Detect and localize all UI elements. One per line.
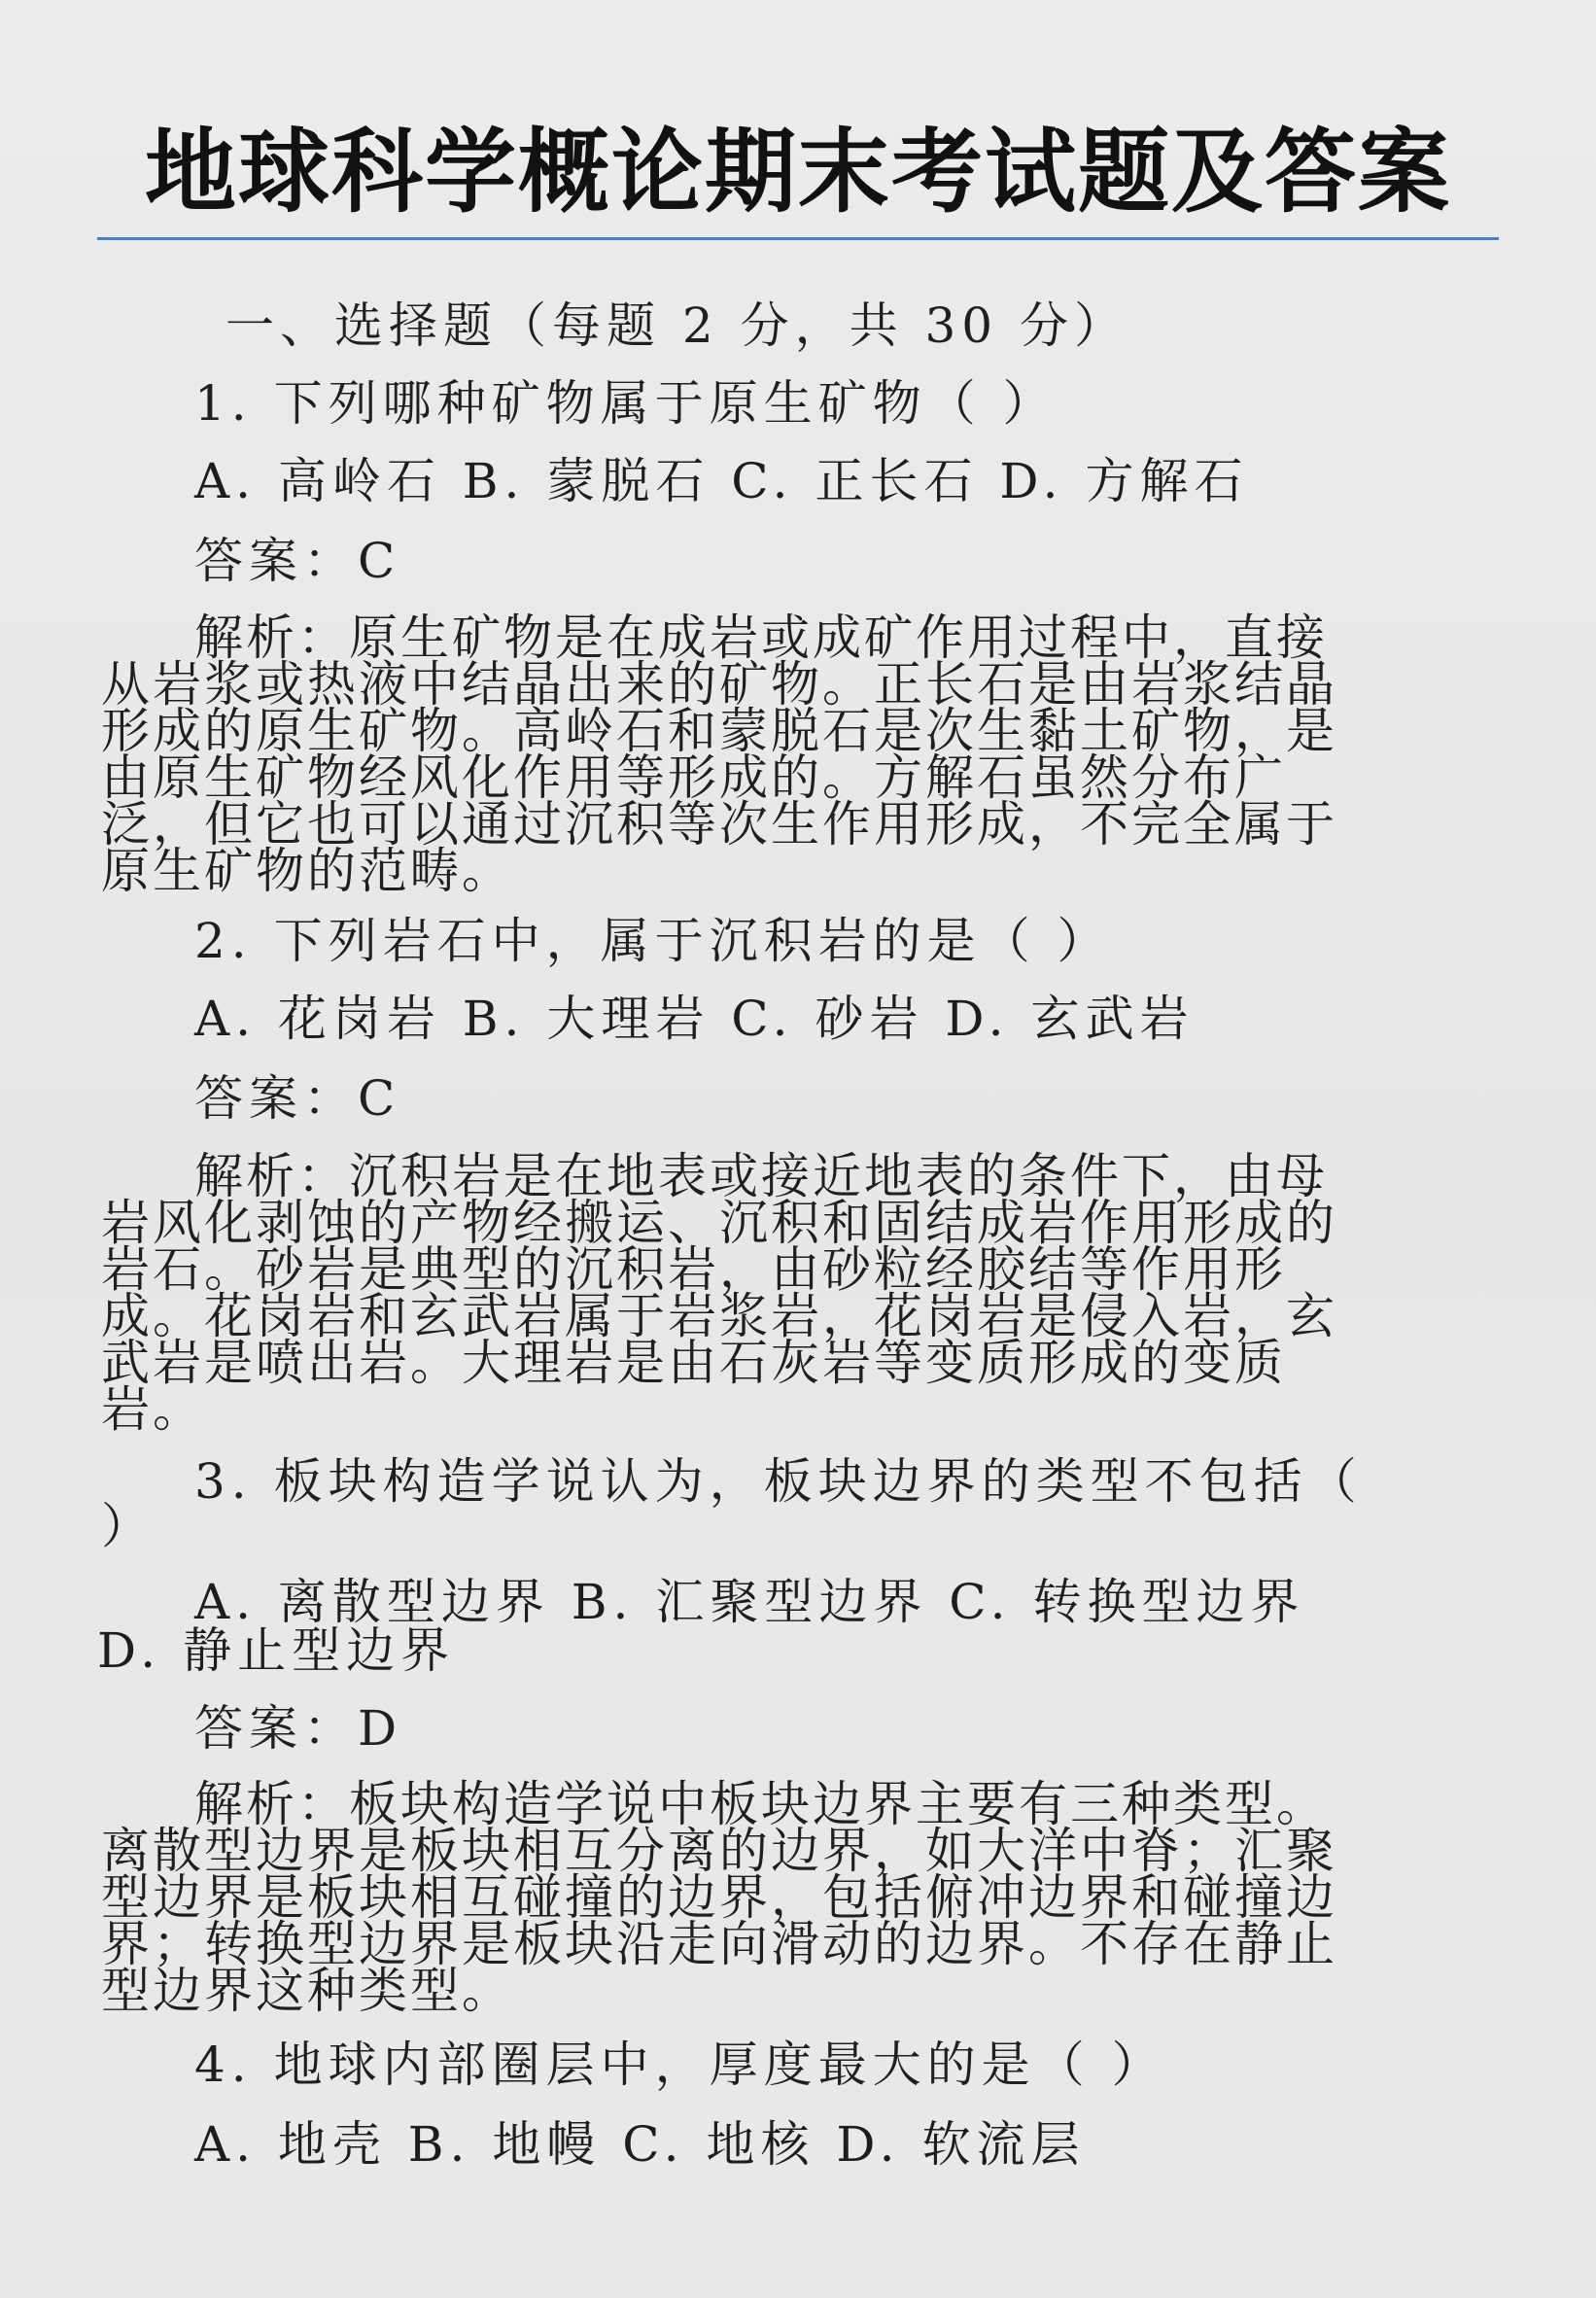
question-2-answer: 答案：C <box>194 1070 401 1127</box>
question-1-analysis-line: 原生矿物的范畴。 <box>101 843 513 899</box>
question-3-analysis-line: 离散型边界是板块相互分离的边界，如大洋中脊；汇聚 <box>101 1823 1337 1879</box>
question-2-options: A. 花岗岩 B. 大理岩 C. 砂岩 D. 玄武岩 <box>194 991 1195 1047</box>
question-1-analysis-line: 形成的原生矿物。高岭石和蒙脱石是次生黏土矿物，是 <box>101 703 1337 759</box>
question-2-analysis-line: 岩石。砂岩是典型的沉积岩，由砂粒经胶结等作用形 <box>101 1241 1286 1298</box>
section-heading: 一、选择题（每题 2 分，共 30 分） <box>226 297 1129 354</box>
question-3-answer: 答案：D <box>194 1700 403 1757</box>
question-3-options: A. 离散型边界 B. 汇聚型边界 C. 转换型边界 <box>194 1574 1305 1630</box>
page-title: 地球科学概论期末考试题及答案 <box>144 120 1451 226</box>
question-3-analysis-line: 型边界这种类型。 <box>101 1963 513 2019</box>
question-3-stem-continued: ） <box>101 1498 156 1554</box>
question-3-analysis-line: 型边界是板块相互碰撞的边界，包括俯冲边界和碰撞边 <box>101 1869 1337 1926</box>
question-3-stem: 3. 板块构造学说认为，板块边界的类型不包括（ <box>194 1453 1363 1510</box>
question-2-analysis-line: 岩。 <box>101 1381 204 1438</box>
question-1-analysis-line: 解析：原生矿物是在成岩或成矿作用过程中，直接 <box>194 609 1328 666</box>
question-1-stem: 1. 下列哪种矿物属于原生矿物（ ） <box>194 375 1058 432</box>
question-2-analysis-line: 成。花岗岩和玄武岩属于岩浆岩，花岗岩是侵入岩，玄 <box>101 1288 1337 1344</box>
question-2-stem: 2. 下列岩石中，属于沉积岩的是（ ） <box>194 913 1112 969</box>
question-1-answer: 答案：C <box>194 533 401 589</box>
question-1-analysis-line: 从岩浆或热液中结晶出来的矿物。正长石是由岩浆结晶 <box>101 656 1337 713</box>
question-3-analysis-line: 解析：板块构造学说中板块边界主要有三种类型。 <box>194 1776 1328 1832</box>
question-1-analysis-line: 由原生矿物经风化作用等形成的。方解石虽然分布广 <box>101 749 1286 806</box>
question-1-options: A. 高岭石 B. 蒙脱石 C. 正长石 D. 方解石 <box>194 453 1249 509</box>
question-4-stem: 4. 地球内部圈层中，厚度最大的是（ ） <box>194 2037 1166 2093</box>
question-2-analysis-line: 解析：沉积岩是在地表或接近地表的条件下，由母 <box>194 1148 1328 1204</box>
question-1-analysis-line: 泛，但它也可以通过沉积等次生作用形成，不完全属于 <box>101 796 1337 853</box>
question-2-analysis-line: 岩风化剥蚀的产物经搬运、沉积和固结成岩作用形成的 <box>101 1195 1337 1251</box>
title-divider <box>97 237 1499 240</box>
question-4-options: A. 地壳 B. 地幔 C. 地核 D. 软流层 <box>194 2116 1086 2173</box>
question-3-analysis-line: 界；转换型边界是板块沿走向滑动的边界。不存在静止 <box>101 1916 1337 1972</box>
question-2-analysis-line: 武岩是喷出岩。大理岩是由石灰岩等变质形成的变质 <box>101 1335 1286 1391</box>
question-3-options-continued: D. 静止型边界 <box>97 1622 456 1679</box>
